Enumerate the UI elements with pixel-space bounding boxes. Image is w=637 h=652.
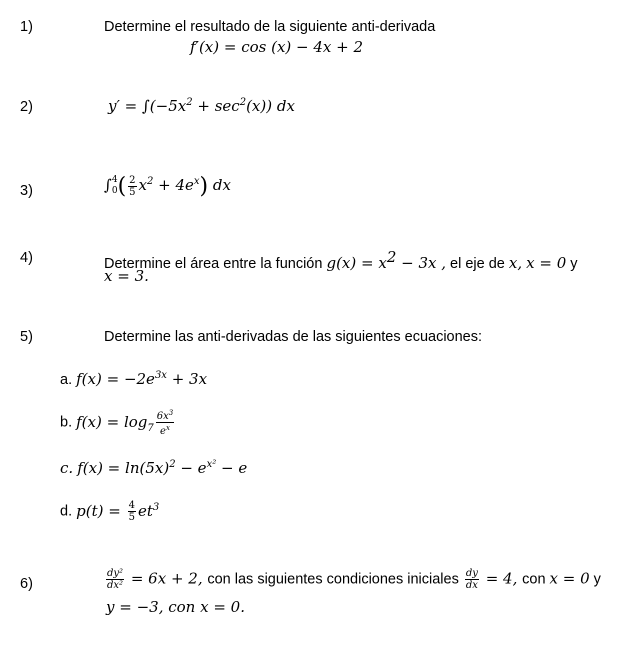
- problem-number-3: 3): [20, 183, 33, 199]
- problem-1-text: Determine el resultado de la siguiente anti-derivada: [104, 19, 436, 35]
- problem-2-formula: $y' = \int(-5x^2 + \sec^2(x))$ dx: [108, 97, 295, 115]
- item-b: b. $f(x) = \log_7$ $\frac{6x^3}{e^x}$: [60, 409, 174, 437]
- item-c: c. $f(x) = \ln(5x)^2 - e^{x^2} - e$: [60, 459, 248, 477]
- problem-6-text: $\frac{\text{dy²}}{\text{dx²}}$ = 6x + 2, con las siguientes condiciones iniciales $\frac{dy}{dx}$ = 4, con x = 0 y: [107, 568, 601, 591]
- problem-4-text: Determine el área entre la función $g(x) = x^2 - 3x$ , el eje de x, x = 0 y: [104, 248, 578, 272]
- problem-1-formula: f′(x) = cos (x) − 4x + 2: [190, 38, 364, 56]
- problem-number-2: 2): [20, 99, 33, 115]
- problem-number-4: 4): [20, 250, 33, 266]
- problem-3-formula: ∫ 4 0 ( $\frac{2}{5}$ $x^2 + 4e^x$) dx: [104, 174, 231, 199]
- item-a: a. $f(x) = -2e^{3x} + 3x$: [60, 370, 208, 388]
- problem-number-6: 6): [20, 576, 33, 592]
- item-d: d. p(t) = $\frac{4}{5}$ $et^3$: [60, 500, 160, 523]
- problem-number-1: 1): [20, 19, 33, 35]
- problem-6-line2: y = −3, con x = 0.: [106, 598, 245, 616]
- problem-5-text: Determine las anti-derivadas de las siguientes ecuaciones:: [104, 329, 483, 345]
- problem-4-line2: x = 3.: [104, 267, 149, 285]
- problem-number-5: 5): [20, 329, 33, 345]
